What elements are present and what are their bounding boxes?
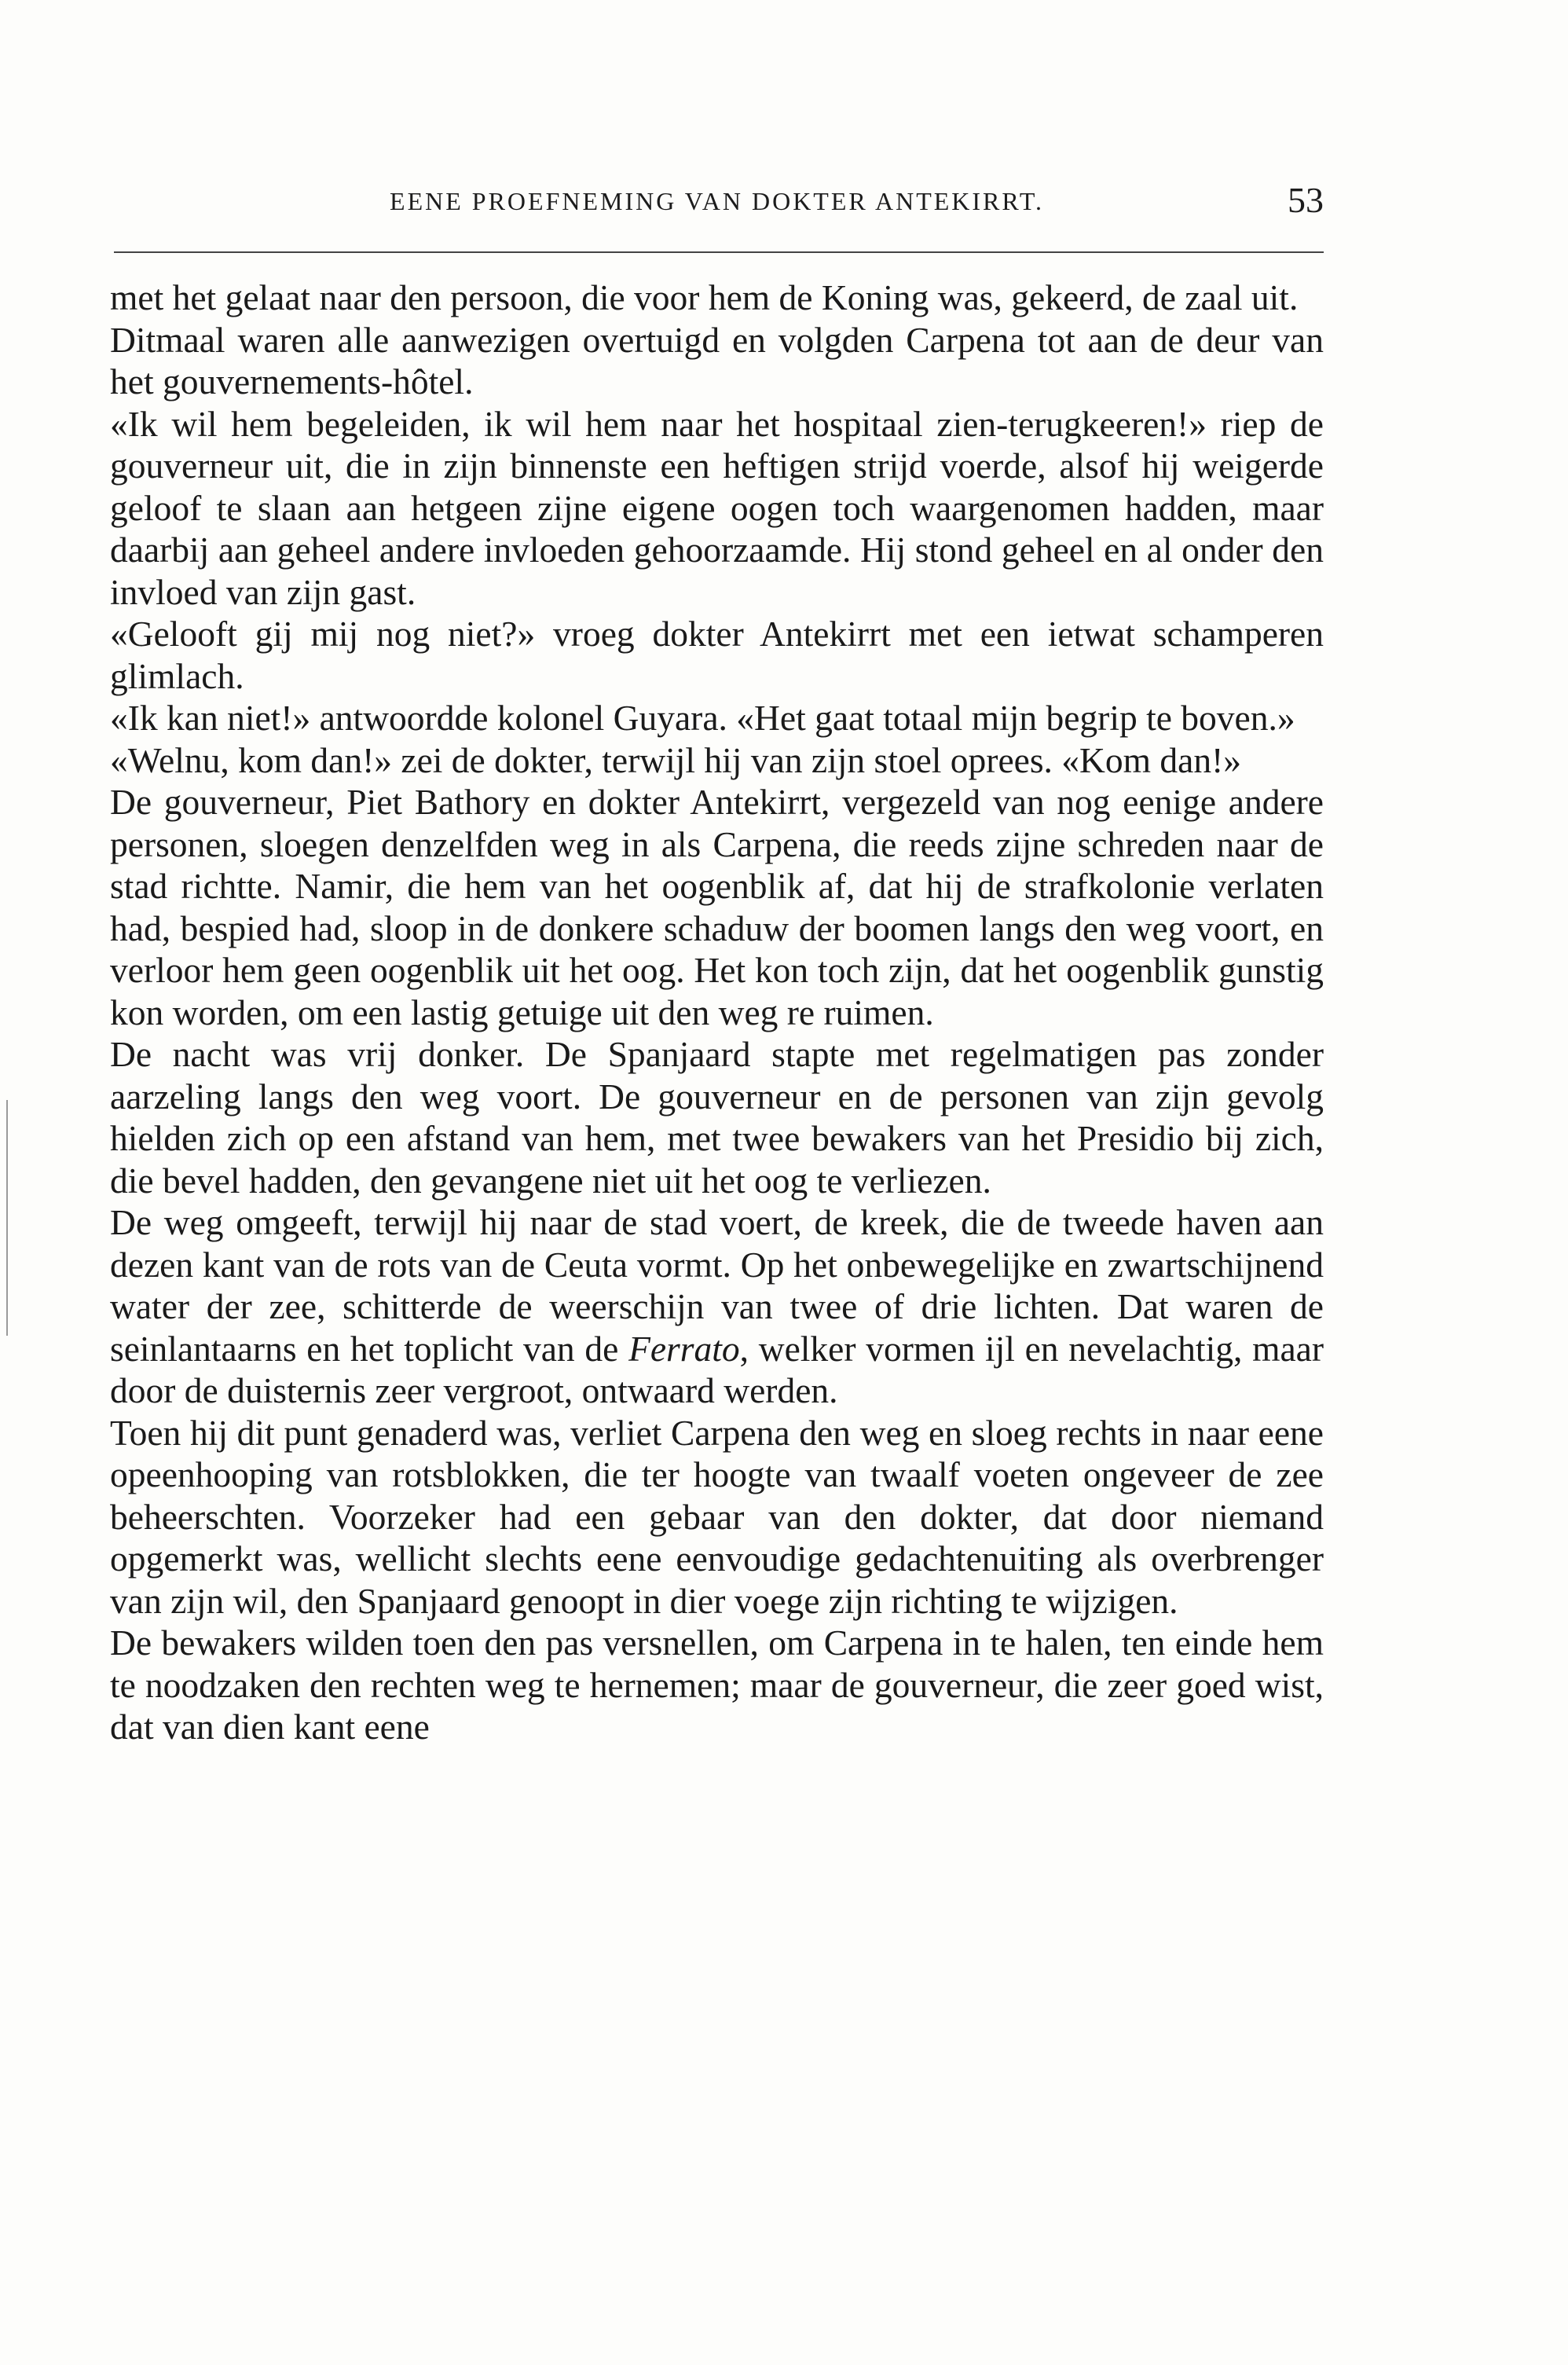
margin-line xyxy=(6,1100,8,1336)
paragraph: «Ik kan niet!» antwoordde kolonel Guyara. «Het gaat totaal mijn begrip te boven.» xyxy=(110,698,1295,738)
header-rule xyxy=(114,251,1324,253)
paragraph: met het gelaat naar den persoon, die voor hem de Koning was, gekeerd, de zaal uit. xyxy=(110,277,1299,317)
paragraph-text: , welker vormen ijl en nevelachtig, maar door de duisternis zeer vergroot, ontwaard werden. xyxy=(110,1328,1324,1410)
running-head xyxy=(110,179,1324,226)
paragraph xyxy=(110,1201,1324,1412)
paragraph: De bewakers wilden toen den pas versnellen, om Carpena in te halen, ten einde hem te noodzaken den rechten weg te hernemen; maar de gouverneur, die zeer goed wist, dat van dien kant eene xyxy=(110,1622,1324,1747)
paragraph: Toen hij dit punt genaderd was, verliet Carpena den weg en sloeg rechts in naar eene opeenhooping van rotsblokken, die ter hoogte van twaalf voeten ongeveer de zee beheerschten. Voorzeker had een gebaar van den dokter, dat door niemand opgemerkt was, wellicht slechts eene eenvoudige gedachtenuiting als overbrenger van zijn wil, den Spanjaard genoopt in dier voege zijn richting te wijzigen. xyxy=(110,1412,1324,1621)
body-text xyxy=(110,277,1324,1748)
paragraph: «Gelooft gij mij nog niet?» vroeg dokter Antekirrt met een ietwat schamperen glimlach. xyxy=(110,614,1324,696)
paragraph: Ditmaal waren alle aanwezigen overtuigd en volgden Carpena tot aan de deur van het gouvernements-hôtel. xyxy=(110,319,1324,402)
paragraph-text: De weg omgeeft, terwijl hij naar de stad voert, de kreek, die de tweede haven aan dezen kant van de rots van de Ceuta vormt. Op het onbewegelijke en zwartschijnend water der zee, schitterde de weerschijn van twee of drie lichten. Dat waren de seinlantaarns en het toplicht van de xyxy=(110,1202,1324,1369)
paragraph: «Ik wil hem begeleiden, ik wil hem naar het hospitaal zien-terugkeeren!» riep de gouverneur uit, die in zijn binnenste een heftigen strijd voerde, alsof hij weigerde geloof te slaan aan hetgeen zijne eigene oogen toch waargenomen hadden, maar daarbij aan geheel andere invloeden gehoorzaamde. Hij stond geheel en al onder den invloed van zijn gast. xyxy=(110,403,1324,612)
running-title: EENE PROEFNEMING VAN DOKTER ANTEKIRRT. xyxy=(390,187,1044,215)
paragraph: «Welnu, kom dan!» zei de dokter, terwijl hij van zijn stoel oprees. «Kom dan!» xyxy=(110,739,1242,780)
page-number: 53 xyxy=(1288,180,1324,220)
paragraph: De gouverneur, Piet Bathory en dokter Antekirrt, vergezeld van nog eenige andere personen, sloegen denzelfden weg in als Carpena, die reeds zijne schreden naar de stad richtte. Namir, die hem van het oogenblik af, dat hij de strafkolonie verlaten had, bespied had, sloop in de donkere schaduw der boomen langs den weg voort, en verloor hem geen oogenblik uit het oog. Het kon toch zijn, dat het oogenblik gunstig kon worden, om een lastig getuige uit den weg re ruimen. xyxy=(110,782,1324,1032)
ship-name: Ferrato xyxy=(628,1328,740,1369)
paragraph: De nacht was vrij donker. De Spanjaard stapte met regelmatigen pas zonder aarzeling langs den weg voort. De gouverneur en de personen van zijn gevolg hielden zich op een afstand van hem, met twee bewakers van het Presidio bij zich, die bevel hadden, den gevangene niet uit het oog te verliezen. xyxy=(110,1034,1324,1201)
